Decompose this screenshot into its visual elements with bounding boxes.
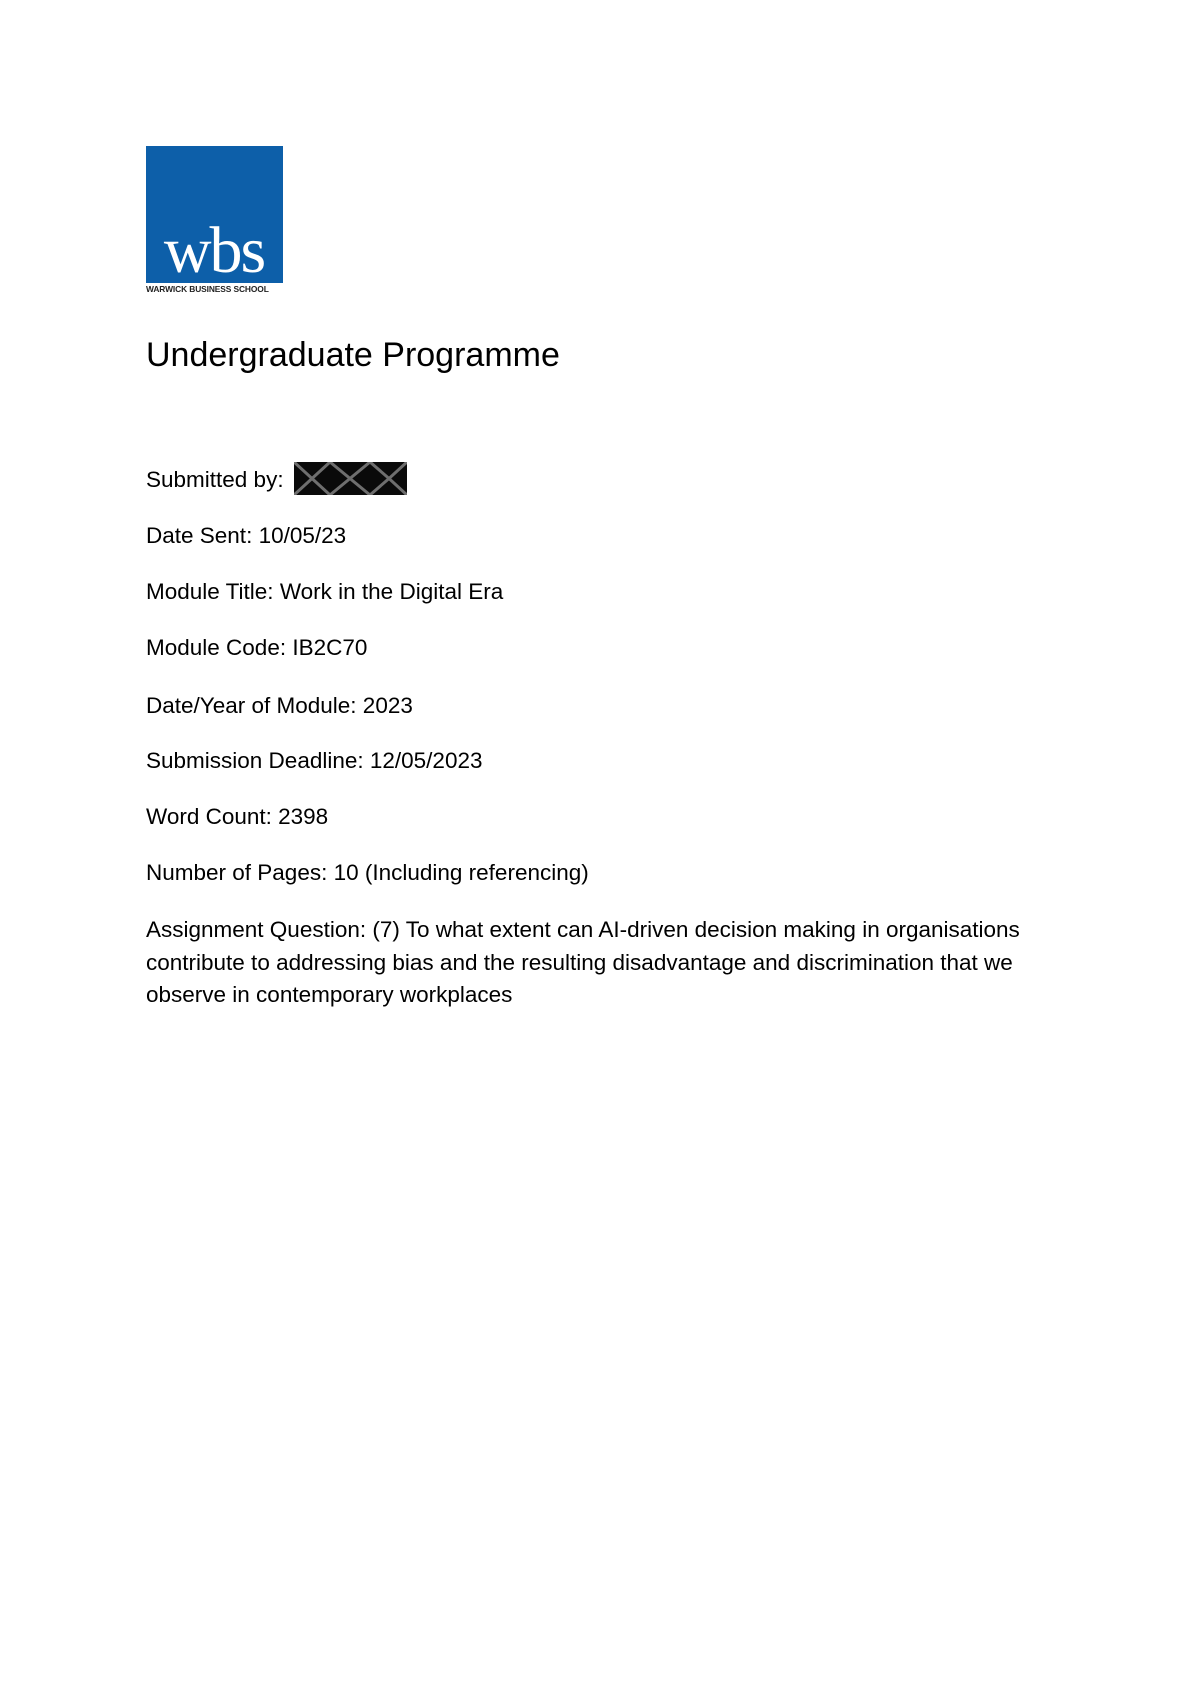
number-of-pages-field: Number of Pages: 10 (Including referencing) bbox=[146, 860, 589, 885]
word-count-field: Word Count: 2398 bbox=[146, 804, 329, 829]
module-title-field: Module Title: Work in the Digital Era bbox=[146, 579, 504, 604]
wbs-logo bbox=[146, 146, 283, 298]
redacted-name-box bbox=[294, 462, 407, 495]
submission-deadline-field: Submission Deadline: 12/05/2023 bbox=[146, 748, 483, 773]
submitted-by-label: Submitted by: bbox=[146, 467, 284, 492]
wbs-logo-mark bbox=[146, 146, 283, 283]
module-code-field: Module Code: IB2C70 bbox=[146, 635, 368, 660]
page-title: Undergraduate Programme bbox=[146, 336, 560, 374]
assignment-question-field: Assignment Question: (7) To what extent can AI-driven decision making in organisations contribute to addressing bias and the resulting disadvantage and discrimination that we observe in contemporary workplaces bbox=[146, 917, 1020, 1007]
svg-text:wbs: wbs bbox=[163, 214, 265, 283]
submitted-by-field bbox=[146, 464, 407, 498]
wbs-logo-name: WARWICK BUSINESS SCHOOL bbox=[146, 284, 269, 294]
date-year-of-module-field: Date/Year of Module: 2023 bbox=[146, 693, 413, 718]
date-sent-field: Date Sent: 10/05/23 bbox=[146, 523, 347, 548]
